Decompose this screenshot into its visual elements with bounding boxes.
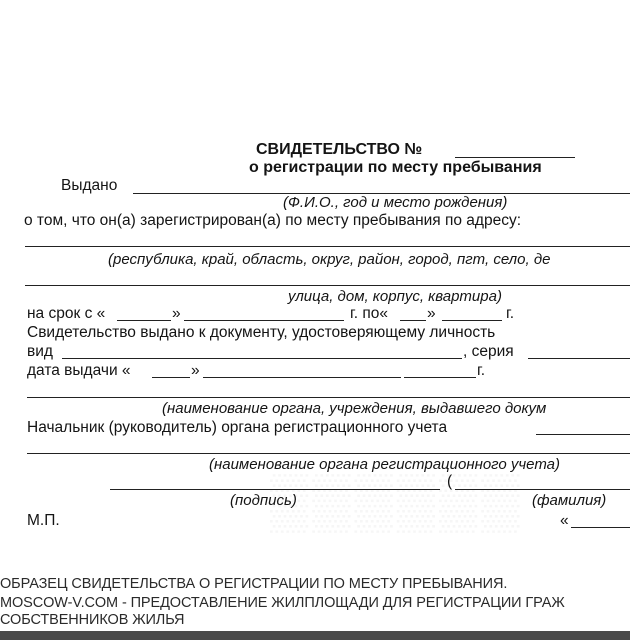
certificate-subtitle: о регистрации по месту пребывания <box>249 159 542 176</box>
term-from-day-line <box>117 320 171 321</box>
date-quote-open: « <box>560 512 569 529</box>
registration-statement: о том, что он(а) зарегистрирован(а) по месту пребывания по адресу: <box>24 212 522 229</box>
date-line <box>571 527 630 528</box>
chief-line <box>536 434 630 435</box>
caption-line-3: СОБСТВЕННИКОВ ЖИЛЬЯ <box>0 612 185 628</box>
issue-date-label: дата выдачи « <box>27 362 131 379</box>
issue-date-month-line <box>203 377 401 378</box>
issued-label: Выдано <box>61 177 118 194</box>
address-hint: (республика, край, область, округ, район, город, пгт, село, де <box>108 251 551 268</box>
term-from-quote-close: » <box>172 305 181 322</box>
caption-line-2: MOSCOW-V.COM - ПРЕДОСТАВЛЕНИЕ ЖИЛПЛОЩАДИ ДЛЯ РЕГИСТРАЦИИ ГРАЖ <box>0 595 565 611</box>
chief-label: Начальник (руководитель) органа регистрационного учета <box>27 419 448 436</box>
registration-authority-hint: (наименование органа регистрационного учета) <box>209 456 561 473</box>
certificate-number-line <box>455 157 575 158</box>
caption-line-1: ОБРАЗЕЦ СВИДЕТЕЛЬСТВА О РЕГИСТРАЦИИ ПО МЕСТУ ПРЕБЫВАНИЯ. <box>0 576 508 592</box>
issued-hint: (Ф.И.О., год и место рождения) <box>283 194 508 211</box>
term-to-month-line <box>442 320 502 321</box>
surname-line <box>455 489 630 490</box>
certificate-title: СВИДЕТЕЛЬСТВО № <box>256 141 423 158</box>
street-line <box>25 285 630 286</box>
surname-paren-open: ( <box>447 473 453 490</box>
term-to-day-line <box>400 320 426 321</box>
document-series-line <box>528 358 630 359</box>
bottom-band <box>0 631 630 640</box>
issue-date-quote-close: » <box>191 362 200 379</box>
signature-hint: (подпись) <box>230 492 297 509</box>
issuing-authority-hint: (наименование органа, учреждения, выдавшего докум <box>162 400 547 417</box>
issuing-authority-line <box>27 397 630 398</box>
term-to-label: г. по« <box>350 305 389 322</box>
address-line <box>25 246 630 247</box>
document-kind-label: вид <box>27 343 53 360</box>
term-from-label: на срок с « <box>27 305 106 322</box>
document-statement: Свидетельство выдано к документу, удостоверяющему личность <box>27 324 496 341</box>
term-from-month-line <box>184 320 344 321</box>
issue-date-day-line <box>152 377 190 378</box>
term-to-quote-close: » <box>427 305 436 322</box>
surname-hint: (фамилия) <box>532 492 607 509</box>
registration-authority-line <box>27 453 630 454</box>
term-year-label: г. <box>506 305 515 322</box>
stamp-label: М.П. <box>27 512 60 529</box>
street-hint: улица, дом, корпус, квартира) <box>288 288 502 305</box>
issue-date-year-label: г. <box>477 362 486 379</box>
issue-date-year-line <box>404 377 476 378</box>
document-series-label: , серия <box>463 343 514 360</box>
watermark <box>270 470 524 532</box>
document-kind-line <box>62 358 462 359</box>
signature-line <box>110 489 440 490</box>
